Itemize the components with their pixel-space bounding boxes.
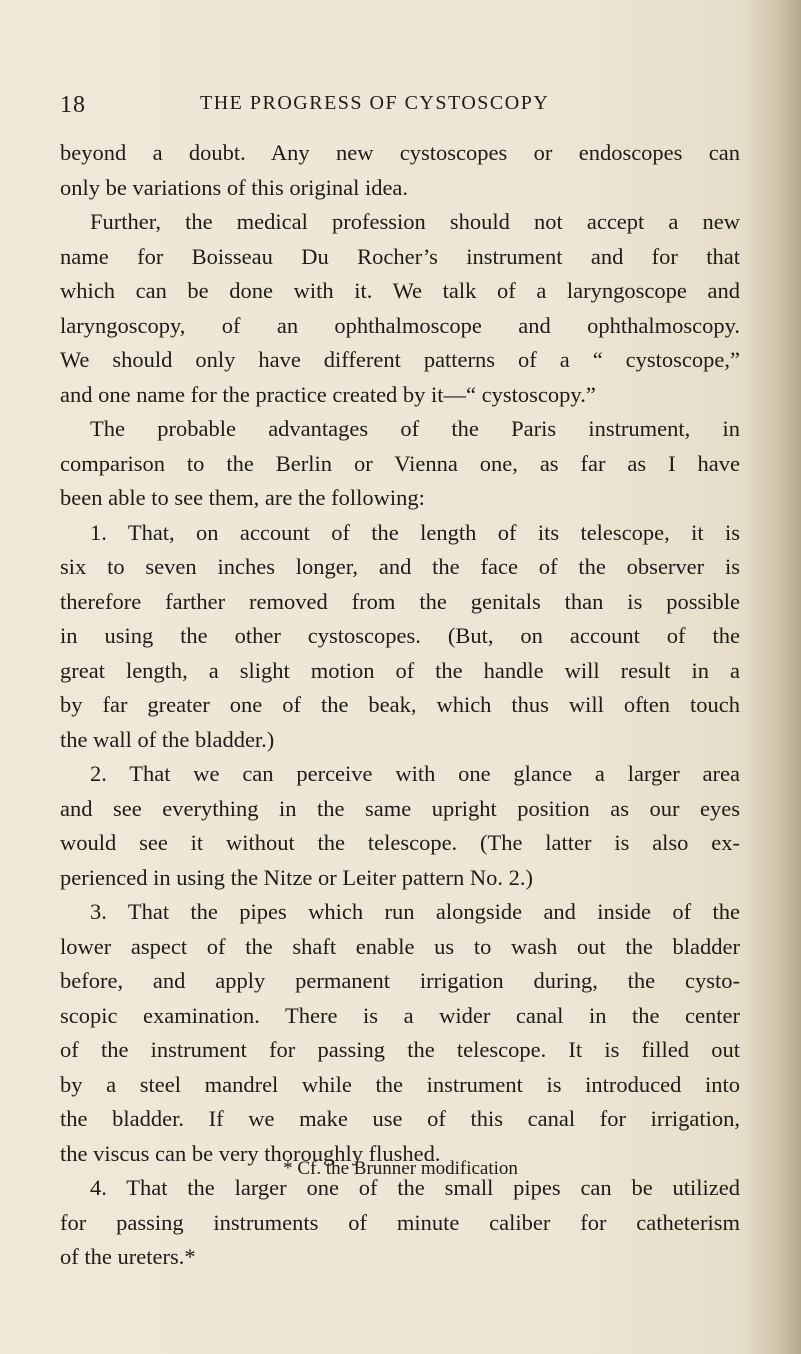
- text-line: of the ureters.*: [60, 1244, 196, 1269]
- footnote: * Cf. the Brunner modification: [283, 1158, 518, 1179]
- running-head: [60, 92, 740, 122]
- text-line: and see everything in the same upright position as our eyes: [60, 795, 740, 821]
- text-line: the viscus can be very thoroughly flushed.: [60, 1140, 441, 1166]
- text-line: of the instrument for passing the telescope. It is filled out: [60, 1037, 740, 1062]
- text-line: lower aspect of the shaft enable us to wash out the bladder: [60, 933, 740, 959]
- running-title: THE PROGRESS OF CYSTOSCOPY: [200, 92, 550, 114]
- body-text: [60, 136, 740, 1275]
- text-line: by a steel mandrel while the instrument is introduced into: [60, 1071, 740, 1097]
- text-line: 1. That, on account of the length of its telescope, it is: [90, 519, 740, 545]
- text-line: therefore farther removed from the genitals than is possible: [60, 588, 740, 614]
- text-line: 3. That the pipes which run alongside and inside of the: [90, 899, 740, 924]
- text-line: before, and apply permanent irrigation during, the cysto-: [60, 968, 740, 993]
- text-line: and one name for the practice created by it—“ cystoscopy.”: [60, 381, 596, 407]
- text-line: been able to see them, are the following:: [60, 485, 425, 510]
- text-line: in using the other cystoscopes. (But, on account of the: [60, 623, 740, 648]
- text-line: comparison to the Berlin or Vienna one, as far as I have: [60, 450, 740, 476]
- text-line: by far greater one of the beak, which thus will often touch: [60, 692, 740, 717]
- page-number: 18: [60, 92, 86, 118]
- text-line: the wall of the bladder.): [60, 726, 275, 752]
- text-line: 2. That we can perceive with one glance a larger area: [90, 761, 740, 786]
- text-line: The probable advantages of the Paris instrument, in: [90, 416, 740, 441]
- text-line: We should only have different patterns of a “ cystoscope,”: [60, 347, 740, 372]
- text-line: would see it without the telescope. (The latter is also ex-: [60, 830, 740, 855]
- text-line: six to seven inches longer, and the face of the observer is: [60, 554, 740, 579]
- text-line: only be variations of this original idea.: [60, 174, 409, 200]
- text-line: for passing instruments of minute caliber for catheterism: [60, 1209, 740, 1235]
- text-line: great length, a slight motion of the handle will result in a: [60, 657, 740, 683]
- text-line: which can be done with it. We talk of a laryngoscope and: [60, 278, 740, 303]
- text-line: name for Boisseau Du Rocher’s instrument and for that: [60, 243, 740, 269]
- text-line: 4. That the larger one of the small pipes can be utilized: [90, 1175, 740, 1200]
- text-line: scopic examination. There is a wider canal in the center: [60, 1002, 740, 1028]
- text-line: laryngoscopy, of an ophthalmoscope and ophthalmoscopy.: [60, 312, 740, 338]
- text-line: perienced in using the Nitze or Leiter pattern No. 2.): [60, 864, 533, 890]
- text-line: beyond a doubt. Any new cystoscopes or endoscopes can: [60, 140, 740, 165]
- text-line: Further, the medical profession should not accept a new: [90, 209, 740, 234]
- text-line: the bladder. If we make use of this canal for irrigation,: [60, 1106, 740, 1131]
- page-edge-shadow: [741, 0, 801, 1354]
